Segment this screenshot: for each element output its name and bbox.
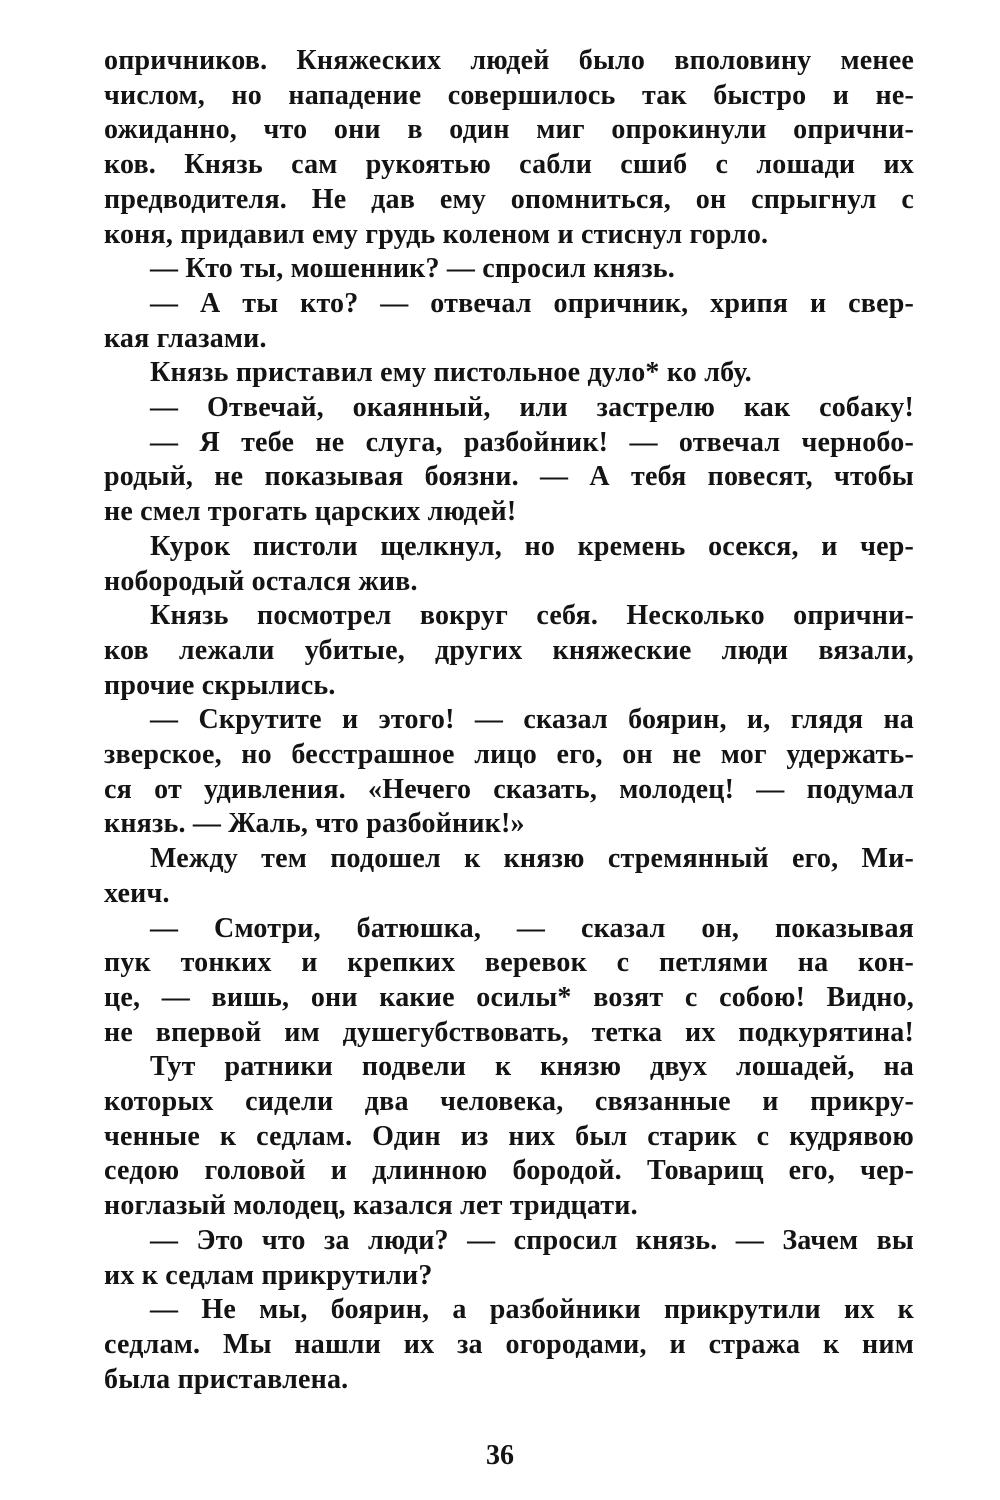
text-line: седою головой и длинною бородой. Товарищ его, чер-	[104, 1155, 914, 1187]
text-line: ожиданно, что они в один миг опрокинули опрични-	[104, 114, 914, 146]
text-line: — Кто ты, мошенник? — спросил князь.	[150, 253, 675, 285]
text-line: Князь приставил ему пистольное дуло* ко лбу.	[150, 357, 752, 389]
text-line: коня, придавил ему грудь коленом и стиснул горло.	[104, 218, 769, 250]
text-line: хеич.	[104, 877, 170, 909]
text-line: седлам. Мы нашли их за огородами, и стража к ним	[104, 1328, 914, 1360]
text-line: Между тем подошел к князю стремянный его, Ми-	[150, 843, 914, 875]
text-line: была приставлена.	[104, 1363, 349, 1395]
text-line: — А ты кто? — отвечал опричник, хрипя и свер-	[150, 287, 914, 319]
text-line: ноглазый молодец, казался лет тридцати.	[104, 1190, 638, 1222]
text-line: — Отвечай, окаянный, или застрелю как собаку!	[150, 392, 914, 423]
page-number: 36	[486, 1440, 514, 1471]
text-line: пук тонких и крепких веревок с петлями на кон-	[104, 947, 914, 979]
text-line: — Не мы, боярин, а разбойники прикрутили их к	[150, 1294, 914, 1326]
text-line: — Я тебе не слуга, разбойник! — отвечал чернобо-	[150, 426, 914, 458]
text-line: Князь посмотрел вокруг себя. Несколько опрични-	[150, 600, 914, 632]
text-line: ся от удивления. «Нечего сказать, молодец! — подумал	[104, 773, 914, 805]
text-line: Тут ратники подвели к князю двух лошадей, на	[150, 1051, 914, 1083]
document-page	[104, 44, 914, 1444]
text-line: князь. — Жаль, что разбойник!»	[104, 808, 525, 840]
text-line: не впервой им душегубствовать, тетка их подкурятина!	[104, 1016, 914, 1048]
text-line: которых сидели два человека, связанные и прикру-	[104, 1086, 914, 1117]
text-line: — Смотри, батюшка, — сказал он, показывая	[150, 912, 914, 944]
text-line: — Это что за люди? — спросил князь. — Зачем вы	[150, 1224, 914, 1256]
text-line: прочие скрылись.	[104, 669, 336, 701]
text-line: Курок пистоли щелкнул, но кремень осекся, и чер-	[150, 530, 914, 562]
text-line: опричников. Княжеских людей было вполовину менее	[104, 45, 914, 76]
text-line: ченные к седлам. Один из них был старик с кудрявою	[104, 1120, 914, 1152]
text-line: це, — вишь, они какие осилы* возят с собою! Видно,	[104, 981, 914, 1013]
text-line: ков. Князь сам рукоятью сабли сшиб с лошади их	[104, 149, 914, 181]
text-line: кая глазами.	[104, 322, 267, 354]
text-line: нобородый остался жив.	[104, 565, 418, 597]
text-line: числом, но нападение совершилось так быстро и не-	[104, 79, 914, 111]
text-line: их к седлам прикрутили?	[104, 1259, 433, 1291]
text-line: предводителя. Не дав ему опомниться, он спрыгнул с	[104, 183, 914, 215]
text-line: — Скрутите и этого! — сказал боярин, и, глядя на	[150, 704, 914, 736]
text-line: ков лежали убитые, других княжеские люди вязали,	[104, 634, 914, 666]
text-line: зверское, но бесстрашное лицо его, он не мог удержать-	[104, 739, 914, 770]
text-line: не смел трогать царских людей!	[104, 496, 517, 528]
text-line: родый, не показывая боязни. — А тебя повесят, чтобы	[104, 461, 914, 493]
